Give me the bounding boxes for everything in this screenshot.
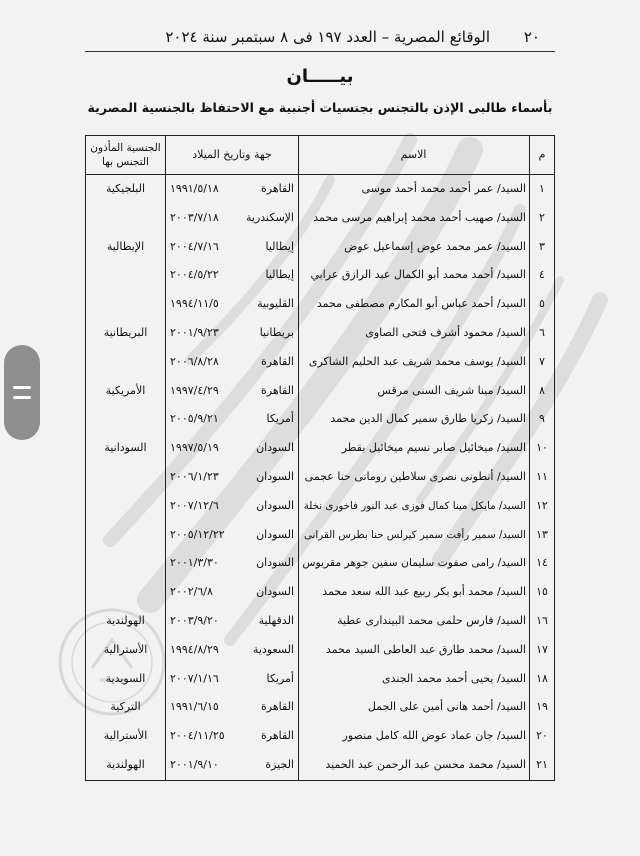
- birth-place: الجيزة: [265, 757, 294, 771]
- header-number: م: [529, 136, 554, 174]
- row-number: ٦: [529, 319, 554, 348]
- person-name: السيد/ أحمد محمد أبو الكمال عبد الرازق عرابي: [298, 261, 529, 290]
- header-name: الاسم: [298, 136, 529, 174]
- row-number: ١٥: [529, 578, 554, 607]
- nationality: [86, 492, 165, 521]
- row-number: ٧: [529, 348, 554, 377]
- document-heading: بيـــــان: [286, 66, 354, 87]
- nationality: [86, 463, 165, 492]
- row-number: ٢٠: [529, 722, 554, 751]
- birth-info: [165, 693, 298, 722]
- person-name: السيد/ محمد طارق عبد العاطى السيد محمد: [298, 636, 529, 665]
- row-number: ٢١: [529, 751, 554, 780]
- birth-place: السودان: [256, 498, 294, 512]
- birth-info: [165, 722, 298, 751]
- birth-info: [165, 204, 298, 233]
- person-name: السيد/ محمد أبو بكر ربيع عبد الله سعد محمد: [298, 578, 529, 607]
- birth-place: السعودية: [252, 642, 294, 656]
- birth-place: القليوبية: [257, 297, 294, 311]
- person-name: السيد/ أحمد عباس أبو المكارم مصطفى محمد: [298, 290, 529, 319]
- table-row: [86, 348, 554, 377]
- row-number: ٩: [529, 405, 554, 434]
- birth-place: إيطاليا: [265, 239, 294, 253]
- table-row: [86, 636, 554, 665]
- birth-place: أمريكا: [266, 412, 294, 426]
- table-row: [86, 405, 554, 434]
- menu-handle-bar: [13, 386, 31, 389]
- birth-info: [165, 261, 298, 290]
- birth-date: ١٩٩٧/٥/١٩: [170, 441, 219, 455]
- nationality: السويدية: [105, 671, 146, 685]
- birth-info: [165, 549, 298, 578]
- row-number: ١٧: [529, 636, 554, 665]
- table-row: [86, 693, 554, 722]
- birth-place: أمريكا: [266, 671, 294, 685]
- birth-place: بريطانيا: [259, 325, 294, 339]
- table-row: [86, 549, 554, 578]
- person-name: السيد/ صهيب أحمد محمد إبراهيم مرسى محمد: [298, 204, 529, 233]
- row-number: ٣: [529, 233, 554, 262]
- birth-date: ٢٠٠١/٩/١٠: [170, 757, 219, 771]
- applicants-table: [85, 135, 555, 781]
- birth-info: [165, 348, 298, 377]
- nationality: التركية: [110, 700, 141, 714]
- side-drawer-handle[interactable]: [4, 345, 40, 440]
- row-number: ١٦: [529, 607, 554, 636]
- table-row: [86, 751, 554, 780]
- nationality: الأمريكية: [105, 383, 146, 397]
- birth-info: [165, 521, 298, 550]
- birth-place: إيطاليا: [265, 268, 294, 282]
- birth-info: [165, 319, 298, 348]
- birth-date: ٢٠٠٤/٧/١٦: [170, 239, 219, 253]
- nationality: [86, 204, 165, 233]
- person-name: السيد/ جان عماد عوض الله كامل منصور: [298, 722, 529, 751]
- birth-info: [165, 665, 298, 694]
- birth-info: [165, 434, 298, 463]
- table-row: [86, 290, 554, 319]
- person-name: السيد/ عمر محمد عوض إسماعيل عوض: [298, 233, 529, 262]
- row-number: ٢: [529, 204, 554, 233]
- birth-place: السودان: [256, 585, 294, 599]
- birth-date: ٢٠٠٥/٩/٢١: [170, 412, 219, 426]
- person-name: السيد/ عمر أحمد محمد أحمد موسى: [298, 175, 529, 204]
- header-nationality-line1: الجنسية المأذون: [90, 142, 161, 154]
- person-name: السيد/ سمير رأفت سمير كيرلس حنا بطرس القرانى: [298, 521, 529, 550]
- table-row: [86, 578, 554, 607]
- nationality: الهولندية: [106, 757, 145, 771]
- birth-date: ١٩٩١/٦/١٥: [170, 700, 219, 714]
- nationality: [86, 405, 165, 434]
- birth-place: الإسكندرية: [246, 210, 294, 224]
- person-name: السيد/ أنطونى نصرى سلاطين رومانى حنا عجمى: [298, 463, 529, 492]
- birth-date: ٢٠٠٤/١١/٢٥: [170, 729, 225, 743]
- table-row: [86, 521, 554, 550]
- nationality: الإيطالية: [106, 239, 145, 253]
- birth-date: ٢٠٠٤/٥/٢٢: [170, 268, 219, 282]
- nationality: الأسترالية: [103, 729, 148, 743]
- nationality: [86, 578, 165, 607]
- nationality: [86, 290, 165, 319]
- nationality: السودانية: [104, 441, 147, 455]
- table-row: [86, 377, 554, 406]
- person-name: السيد/ محمد محسن عبد الرحمن عبد الحميد: [298, 751, 529, 780]
- row-number: ٥: [529, 290, 554, 319]
- birth-date: ١٩٩٤/٨/٢٩: [170, 642, 219, 656]
- row-number: ٨: [529, 377, 554, 406]
- table-header: [86, 136, 554, 175]
- row-number: ٤: [529, 261, 554, 290]
- birth-date: ٢٠٠٥/١٢/٢٢: [170, 527, 225, 541]
- person-name: السيد/ أحمد هانى أمين على الجمل: [298, 693, 529, 722]
- birth-date: ٢٠٠٦/٨/٢٨: [170, 354, 219, 368]
- nationality: البلجيكية: [105, 182, 146, 195]
- menu-handle-bar: [13, 396, 31, 399]
- birth-info: [165, 377, 298, 406]
- table-row: [86, 607, 554, 636]
- birth-info: [165, 636, 298, 665]
- header-nationality: [86, 136, 165, 174]
- row-number: ١: [529, 175, 554, 204]
- nationality: الهولندية: [106, 613, 145, 627]
- table-row: [86, 434, 554, 463]
- person-name: السيد/ مينا شريف السنى مرقس: [298, 377, 529, 406]
- birth-info: [165, 578, 298, 607]
- birth-place: السودان: [256, 441, 294, 455]
- birth-place: القاهرة: [261, 729, 294, 743]
- table-row: [86, 665, 554, 694]
- table-row: [86, 319, 554, 348]
- birth-place: القاهرة: [261, 182, 294, 195]
- nationality: [86, 521, 165, 550]
- table-row: [86, 722, 554, 751]
- row-number: ١٣: [529, 521, 554, 550]
- page-number: ٢٠: [523, 28, 540, 46]
- birth-place: القاهرة: [261, 700, 294, 714]
- person-name: السيد/ مايكل مينا كمال فوزى عبد النور فاخورى نخلة: [298, 492, 529, 521]
- nationality: [86, 348, 165, 377]
- person-name: السيد/ زكريا طارق سمير كمال الدين محمد: [298, 405, 529, 434]
- row-number: ١٤: [529, 549, 554, 578]
- table-row: [86, 204, 554, 233]
- birth-date: ١٩٩١/٥/١٨: [170, 182, 219, 195]
- table-row: [86, 492, 554, 521]
- header-divider: [85, 51, 555, 52]
- birth-info: [165, 492, 298, 521]
- birth-info: [165, 233, 298, 262]
- birth-place: السودان: [256, 527, 294, 541]
- row-number: ١٨: [529, 665, 554, 694]
- birth-date: ٢٠٠١/٣/٣٠: [170, 556, 219, 570]
- person-name: السيد/ فارس حلمى محمد البيندارى عطية: [298, 607, 529, 636]
- birth-date: ٢٠٠٢/٦/٨: [170, 585, 213, 599]
- nationality: [86, 261, 165, 290]
- row-number: ١٩: [529, 693, 554, 722]
- header-birth: جهة وتاريخ الميلاد: [165, 136, 298, 174]
- birth-place: القاهرة: [261, 383, 294, 397]
- row-number: ١١: [529, 463, 554, 492]
- birth-date: ١٩٩٧/٤/٢٩: [170, 383, 219, 397]
- row-number: ١٢: [529, 492, 554, 521]
- gazette-header-title: الوقائع المصرية – العدد ١٩٧ فى ٨ سبتمبر سنة ٢٠٢٤: [165, 28, 490, 46]
- person-name: السيد/ يحيى أحمد محمد الجندى: [298, 665, 529, 694]
- table-row: [86, 233, 554, 262]
- row-number: ١٠: [529, 434, 554, 463]
- table-row: [86, 261, 554, 290]
- birth-place: القاهرة: [261, 354, 294, 368]
- table-row: [86, 463, 554, 492]
- birth-info: [165, 463, 298, 492]
- birth-info: [165, 607, 298, 636]
- birth-info: [165, 290, 298, 319]
- person-name: السيد/ محمود أشرف فتحى الصاوى: [298, 319, 529, 348]
- nationality: [86, 549, 165, 578]
- table-row: [86, 175, 554, 204]
- document-subheading: بأسماء طالبى الإذن بالتجنس بجنسيات أجنبية مع الاحتفاظ بالجنسية المصرية: [87, 100, 553, 115]
- birth-date: ١٩٩٤/١١/٥: [170, 297, 219, 311]
- birth-date: ٢٠٠٣/٩/٢٠: [170, 613, 219, 627]
- nationality: البريطانية: [103, 325, 148, 339]
- person-name: السيد/ رامى صفوت سليمان سفين جوهر مقريوس: [298, 549, 529, 578]
- birth-place: السودان: [256, 556, 294, 570]
- person-name: السيد/ يوسف محمد شريف عبد الحليم الشاكرى: [298, 348, 529, 377]
- birth-date: ٢٠٠١/٩/٢٣: [170, 325, 219, 339]
- birth-info: [165, 175, 298, 204]
- birth-date: ٢٠٠٧/١٢/٦: [170, 498, 219, 512]
- person-name: السيد/ ميخائيل صابر نسيم ميخائيل بقطر: [298, 434, 529, 463]
- birth-date: ٢٠٠٦/١/٢٣: [170, 469, 219, 483]
- birth-place: السودان: [256, 469, 294, 483]
- birth-date: ٢٠٠٣/٧/١٨: [170, 210, 219, 224]
- header-nationality-line2: التجنس بها: [102, 156, 149, 168]
- birth-info: [165, 751, 298, 780]
- birth-info: [165, 405, 298, 434]
- nationality: الأسترالية: [103, 642, 148, 656]
- birth-place: الدقهلية: [258, 613, 294, 627]
- birth-date: ٢٠٠٧/١/١٦: [170, 671, 219, 685]
